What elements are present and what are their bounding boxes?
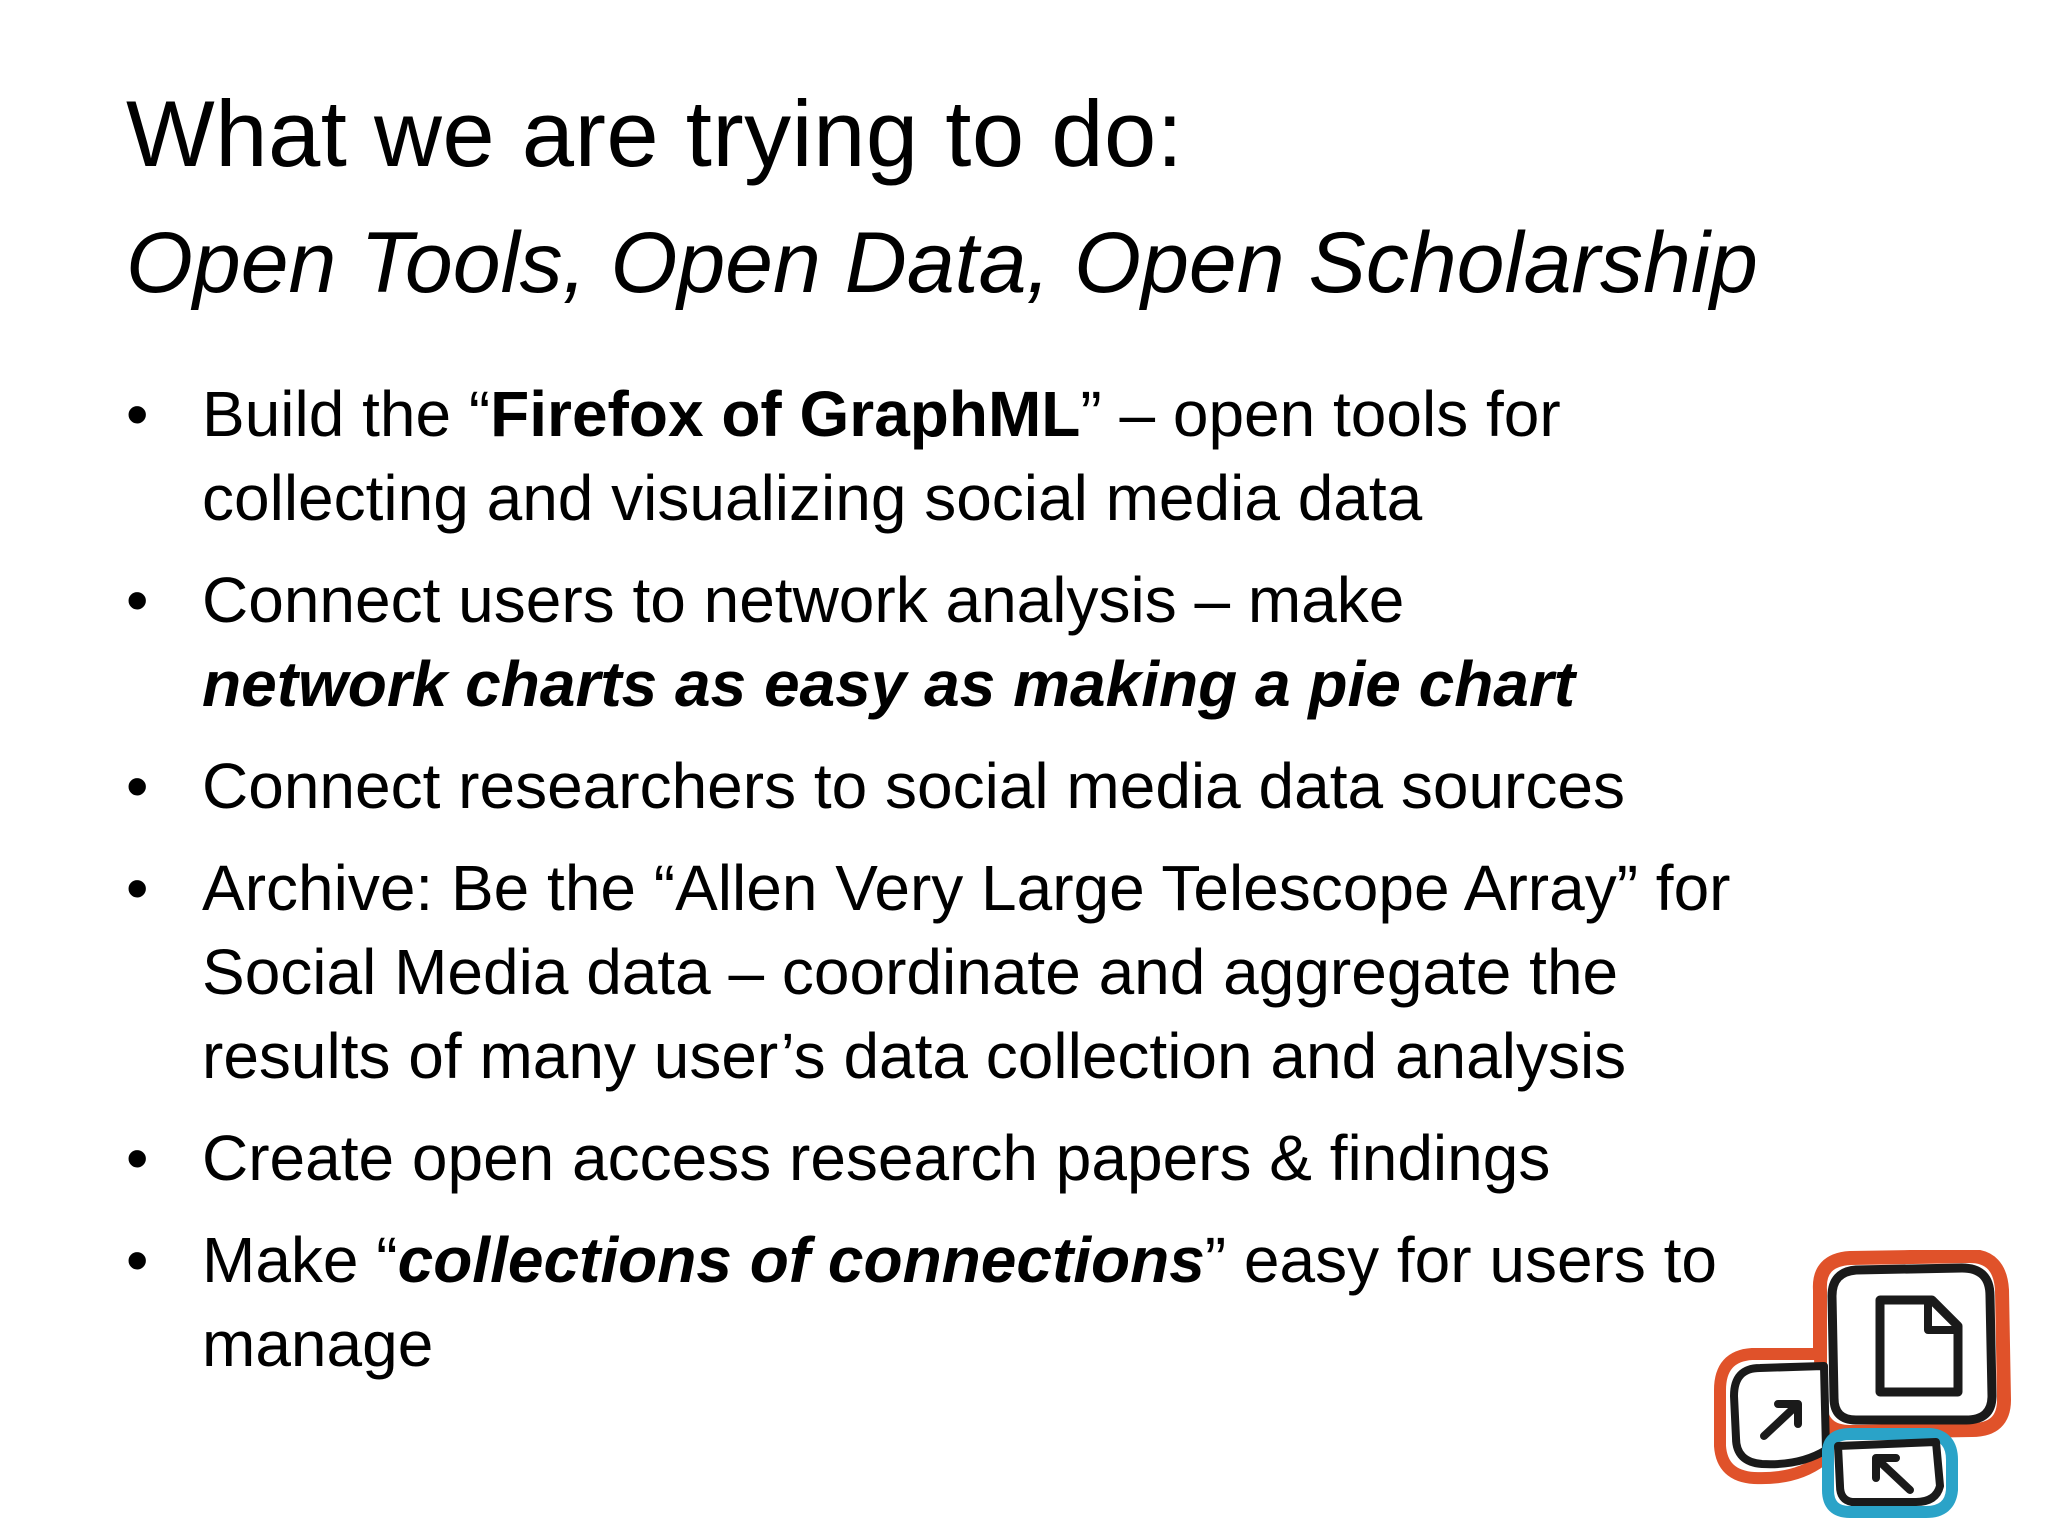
- bullet-item: [0, 558, 1802, 726]
- bullet-text: ” easy for users to manage: [202, 1224, 1717, 1380]
- document-network-logo-icon: [1700, 1250, 2030, 1520]
- slide-title: What we are trying to do:: [126, 81, 1184, 186]
- bullet-item: [0, 846, 1802, 1098]
- bullet-text: Connect users to network analysis – make: [202, 564, 1405, 636]
- bullet-marker: •: [126, 852, 149, 924]
- bullet-text: Build the “: [202, 378, 491, 450]
- bullet-marker: •: [126, 1122, 149, 1194]
- bullet-bold-text: Firefox of GraphML: [490, 378, 1081, 450]
- bullet-item: [0, 1218, 1802, 1386]
- bullet-marker: •: [126, 564, 149, 636]
- bullet-marker: •: [126, 1224, 149, 1296]
- bullet-text: Create open access research papers & findings: [202, 1122, 1551, 1194]
- bullet-item: [0, 1116, 1802, 1200]
- bullet-marker: •: [126, 750, 149, 822]
- slide-subtitle: Open Tools, Open Data, Open Scholarship: [126, 215, 1758, 311]
- bullet-text: Connect researchers to social media data sources: [202, 750, 1625, 822]
- bullet-text: Archive: Be the “Allen Very Large Telescope Array” for Social Media data – coordinate and aggregate the results of many user’s data collection and analysis: [202, 852, 1731, 1092]
- bullet-item: [0, 744, 1802, 828]
- bullet-emphasis-text: network charts as easy as making a pie chart: [202, 648, 1576, 720]
- bullet-list: [0, 372, 1840, 1404]
- bullet-text: ” – open tools for collecting and visualizing social media data: [202, 378, 1561, 534]
- bullet-emphasis-text: collections of connections: [397, 1224, 1205, 1296]
- bullet-marker: •: [126, 378, 149, 450]
- bullet-item: [0, 372, 1802, 540]
- bullet-text: Make “: [202, 1224, 398, 1296]
